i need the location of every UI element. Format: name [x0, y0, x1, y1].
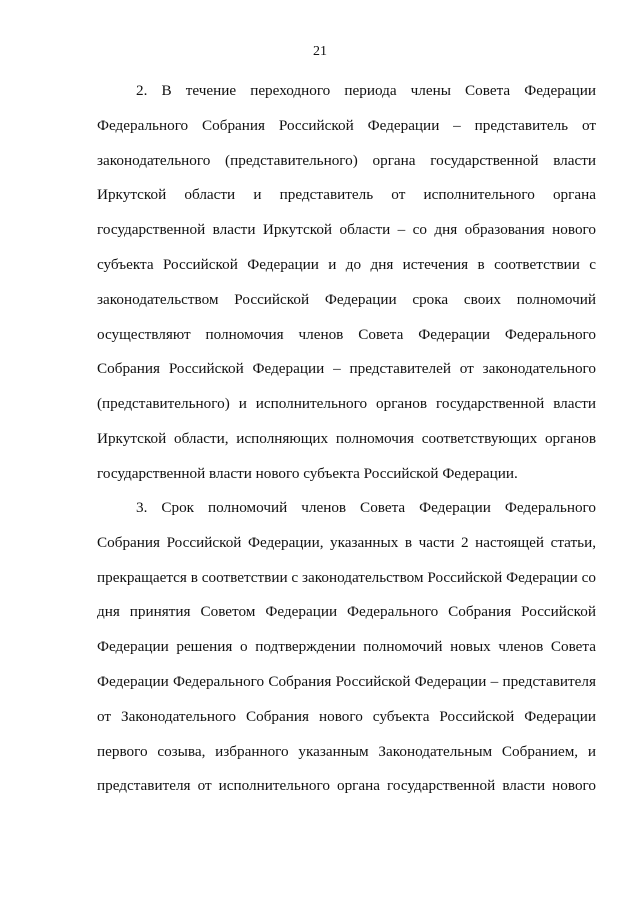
text-line: Федерального Собрания Российской Федерации – представитель от — [97, 116, 596, 134]
text-line: дня принятия Советом Федерации Федерального Собрания Российской — [97, 603, 596, 621]
text-line: первого созыва, избранного указанным Законодательным Собранием, и — [97, 742, 596, 760]
text-line: Федерации решения о подтверждении полномочий новых членов Совета — [97, 638, 596, 656]
text-line: прекращается в соответствии с законодательством Российской Федерации со — [97, 568, 596, 586]
paragraph-3 — [97, 500, 596, 813]
text-line: представителя от исполнительного органа государственной власти нового — [97, 777, 596, 795]
text-line: (представительного) и исполнительного органов государственной власти — [97, 395, 596, 413]
page-number: 21 — [313, 44, 327, 59]
text-line: законодательного (представительного) органа государственной власти — [97, 151, 596, 169]
text-line: Собрания Российской Федерации – представителей от законодательного — [97, 360, 596, 378]
text-line: законодательством Российской Федерации срока своих полномочий — [97, 290, 596, 308]
text-line: субъекта Российской Федерации и до дня истечения в соответствии с — [97, 255, 596, 273]
text-line: Собрания Российской Федерации, указанных в части 2 настоящей статьи, — [97, 533, 596, 551]
text-line: государственной власти Иркутской области – со дня образования нового — [97, 221, 596, 239]
text-line: от Законодательного Собрания нового субъекта Российской Федерации — [97, 707, 596, 725]
text-line: 2. В течение переходного периода члены Совета Федерации — [136, 82, 596, 99]
text-line: 3. Срок полномочий членов Совета Федерации Федерального — [136, 499, 596, 516]
text-line: Иркутской области, исполняющих полномочия соответствующих органов — [97, 429, 596, 447]
text-line: Иркутской области и представитель от исполнительного органа — [97, 186, 596, 204]
text-line: осуществляют полномочия членов Совета Федерации Федерального — [97, 325, 596, 343]
text-line: Федерации Федерального Собрания Российской Федерации – представителя — [97, 672, 596, 690]
text-line: государственной власти нового субъекта Российской Федерации. — [97, 464, 518, 482]
paragraph-2 — [97, 83, 596, 501]
